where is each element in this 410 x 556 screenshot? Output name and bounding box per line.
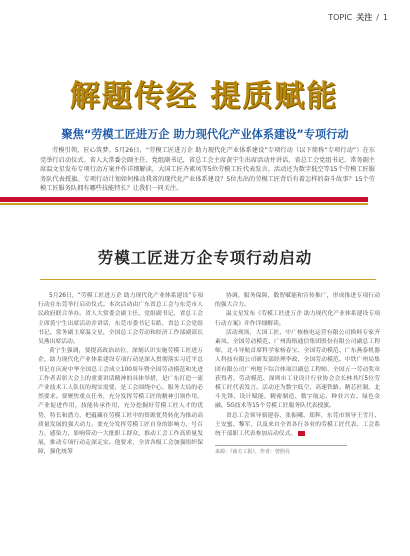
body-paragraph: 5月26日，“劳模工匠进万企 助力现代化产业体系建设”专项行动在东莞举行启动仪式。本次活动由广东省总工会与东莞市人民政府联合举办。省人大常委会副主任、党组副书记，省总工会主席黄宁生出席活动并讲话，东莞市委书记韦皓，省总工会党组书记、常务副主席温文星，全国总工会劳动和经济工作部副部长吴燕出席活动。: [38, 293, 203, 346]
column-left: [38, 292, 203, 517]
end-mark-icon: [298, 431, 305, 436]
body-paragraph: [215, 412, 380, 440]
article-title: 劳模工匠进万企专项行动启动: [97, 249, 313, 267]
page-header: [328, 12, 388, 23]
body-paragraph: 黄宁生强调，要提高政治站位，深刻认识实施劳模工匠进万企、助力现代化产业体系建设专项行动是深入贯彻落实习近平总书记在庆祝中华全国总工会成立100周年暨全国劳动模范和先进工作者表彰大会上的重要讲话精神的具体举措，是广东打造一流产业技术工人队伍的现实需要，是工会围绕中心、服务大局的必然要求。要聚焦重点任务，充分发挥劳模工匠的精神引领作用、产业促进作用、技能传承作用，充分挖掘好劳模工匠人才的优势，特长和潜力，把蕴藏在劳模工匠中的资源优势转化为推动高质量发展的强大动力。要充分发挥劳模工匠自身的影响力、号召力、感染力，影响带动一大批职工群众，推动工会工作高质量发展，推动专项行动走深走实。他要求，全省各级工会加强组织保障，强化统筹: [38, 348, 203, 456]
body-text: 省总工会领导骆建春、张振峨、郑辉，东莞市领导王雪月、王安蜜、黎军，以及来自全省各行各业的劳模工匠代表、工会系统干部职工代表参加启动仪式。: [215, 412, 380, 438]
body-paragraph: 温文星发布《劳模工匠进万企 助力现代化产业体系建设专项行动方案》并作详细解读。: [215, 311, 380, 327]
source-credit: 来源：《南方工报》，作者：曾照亮: [215, 449, 291, 456]
divider-gold-bar: [0, 203, 368, 205]
banner-headline: 解题传经 提质赋能: [69, 79, 339, 114]
body-paragraph: 协调，服务保障，数智赋能和宣传推广，形成推进专项行动的强大合力。: [215, 293, 380, 309]
article-body: [38, 292, 380, 517]
header-topic: TOPIC: [328, 13, 353, 22]
header-page-number: 1: [382, 13, 388, 22]
lead-paragraph: 劳模引领，匠心筑梦。5月26日，“劳模工匠进万企 助力现代化产业体系建设”专项行动（以下简称“专项行动”）在东莞举行启动仪式。省人大常委会副主任、党组副书记，省总工会主席黄宁生出席活动并讲话，省总工会党组书记、常务副主席温文星发布专项行动方案并作详细解读，大国工匠齐素凤等5位劳模工匠代表发言。活动还为数字低空等15个劳模工匠服务队代表授旗。专项行动计划如何推动我省的现代化产业体系建设？5位杰出的劳模工匠背后有着怎样的奋斗故事？15个劳模工匠服务队拥有哪些技能特长？让我们一同关注。: [40, 147, 375, 192]
divider-red-bar: [0, 197, 368, 202]
header-section: 关注: [356, 13, 373, 22]
title-rule: [40, 279, 376, 280]
body-paragraph: 活动现场，大国工匠、中广核核电运营有限公司换料专家齐素凤、全国劳动模范、广州海格通信集团股份有限公司副总工程师，北斗导航首席科学家杨春宝、全国劳动模范、广东燕泰机器人科技有限公司研发部经理李政、全国劳动模范、中铁广州局集团有限公司广州地下综合体项目副总工程师、全国五一劳动奖章获得者、劳动模范、深圳市工业设计行业协会会长林其红5位劳模工匠代表发言。活动还为数字低空、高速铁路、精芯匠制、北斗先锋、设计赋能、精密制造、数字航运、种业兴农、绿色金融、5G技术等15个劳模工匠服务队代表授旗。: [215, 329, 380, 410]
header-separator: /: [376, 13, 379, 22]
column-right: [215, 292, 380, 517]
subtitle: 聚焦“劳模工匠进万企 助力现代化产业体系建设”专项行动: [61, 128, 349, 141]
source-rule: [215, 445, 347, 446]
